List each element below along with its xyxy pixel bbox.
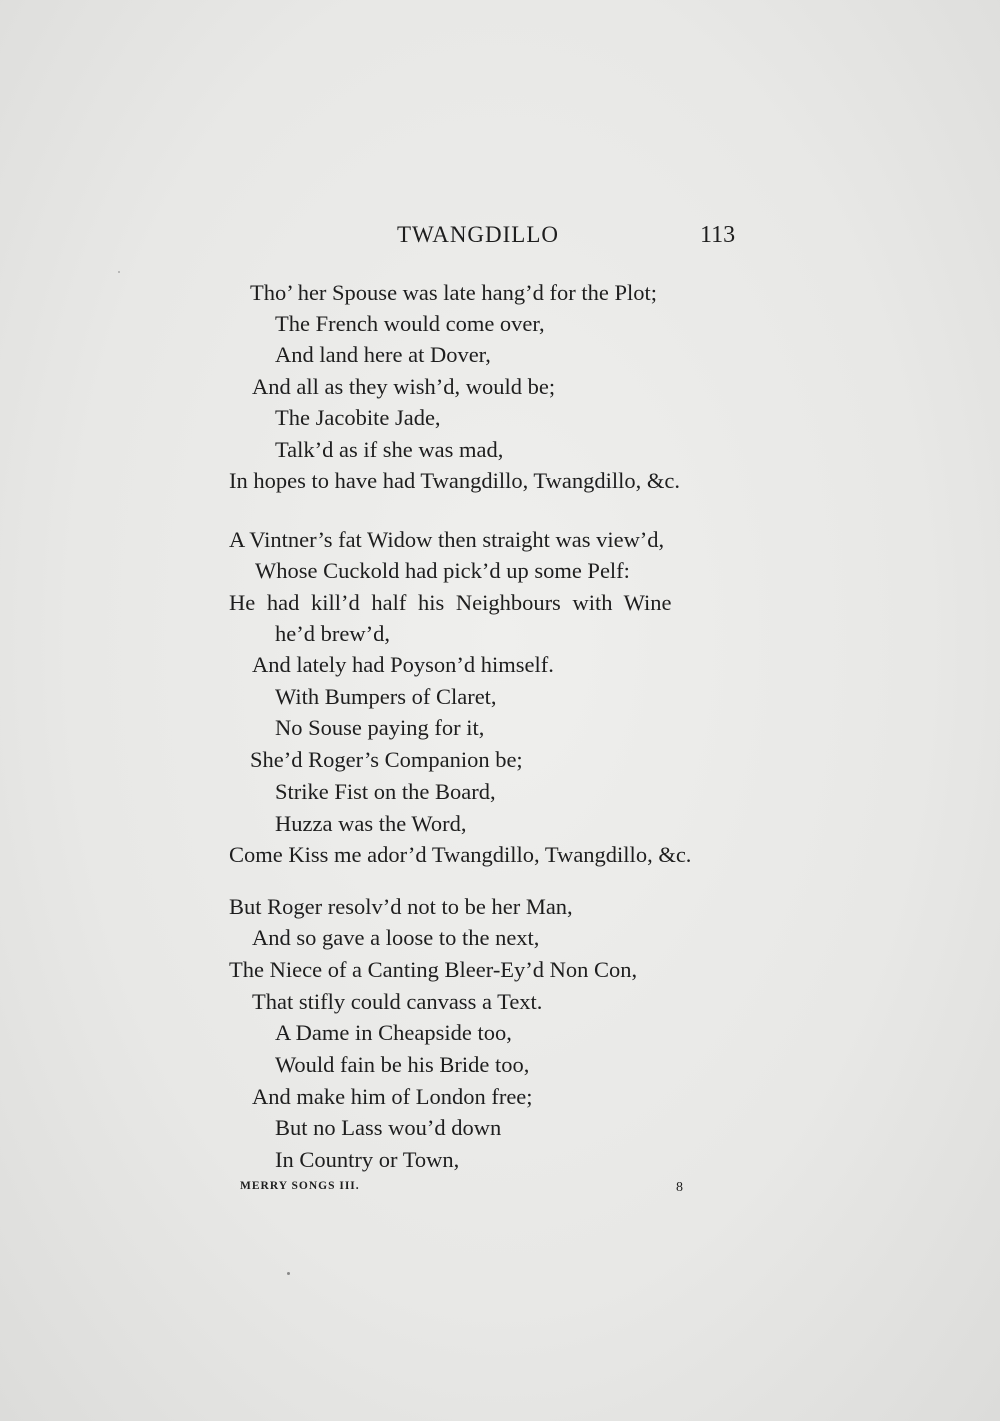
verse-line: And all as they wish’d, would be; — [252, 374, 556, 399]
verse-line: The Jacobite Jade, — [275, 405, 441, 430]
verse-line: The Niece of a Canting Bleer-Ey’d Non Con, — [229, 957, 638, 982]
verse-line: Tho’ her Spouse was late hang’d for the Plot; — [250, 280, 657, 305]
verse-line: And so gave a loose to the next, — [252, 925, 540, 950]
verse-line: And make him of London free; — [252, 1084, 533, 1109]
verse-line: She’d Roger’s Companion be; — [250, 747, 523, 772]
verse-line: And lately had Poyson’d himself. — [252, 652, 554, 677]
page-number: 113 — [700, 222, 736, 248]
verse-line: In hopes to have had Twangdillo, Twangdillo, &c. — [229, 468, 680, 493]
verse-line: Whose Cuckold had pick’d up some Pelf: — [255, 558, 630, 583]
verse-line: The French would come over, — [275, 311, 545, 336]
verse-line: A Vintner’s fat Widow then straight was view’d, — [229, 527, 665, 552]
signature-mark: MERRY SONGS III. — [240, 1180, 360, 1192]
paper-speck — [118, 271, 120, 273]
verse-line: Come Kiss me ador’d Twangdillo, Twangdillo, &c. — [229, 842, 692, 867]
running-title: TWANGDILLO — [397, 222, 560, 247]
verse-line: Huzza was the Word, — [275, 811, 467, 836]
verse-line: Talk’d as if she was mad, — [275, 437, 504, 462]
verse-line: Strike Fist on the Board, — [275, 779, 496, 804]
verse-line: But Roger resolv’d not to be her Man, — [229, 894, 573, 919]
verse-line: He had kill’d half his Neighbours with Wine — [229, 590, 672, 615]
verse-line: A Dame in Cheapside too, — [275, 1020, 512, 1045]
verse-line: And land here at Dover, — [275, 342, 491, 367]
verse-line: But no Lass wou’d down — [275, 1115, 502, 1140]
verse-line: In Country or Town, — [275, 1147, 460, 1172]
verse-line: No Souse paying for it, — [275, 715, 485, 740]
verse-line: he’d brew’d, — [275, 621, 390, 646]
signature-number: 8 — [676, 1180, 683, 1195]
paper-speck — [287, 1272, 290, 1275]
verse-line: That stifly could canvass a Text. — [252, 989, 543, 1014]
verse-line: Would fain be his Bride too, — [275, 1052, 530, 1077]
verse-line: With Bumpers of Claret, — [275, 684, 497, 709]
